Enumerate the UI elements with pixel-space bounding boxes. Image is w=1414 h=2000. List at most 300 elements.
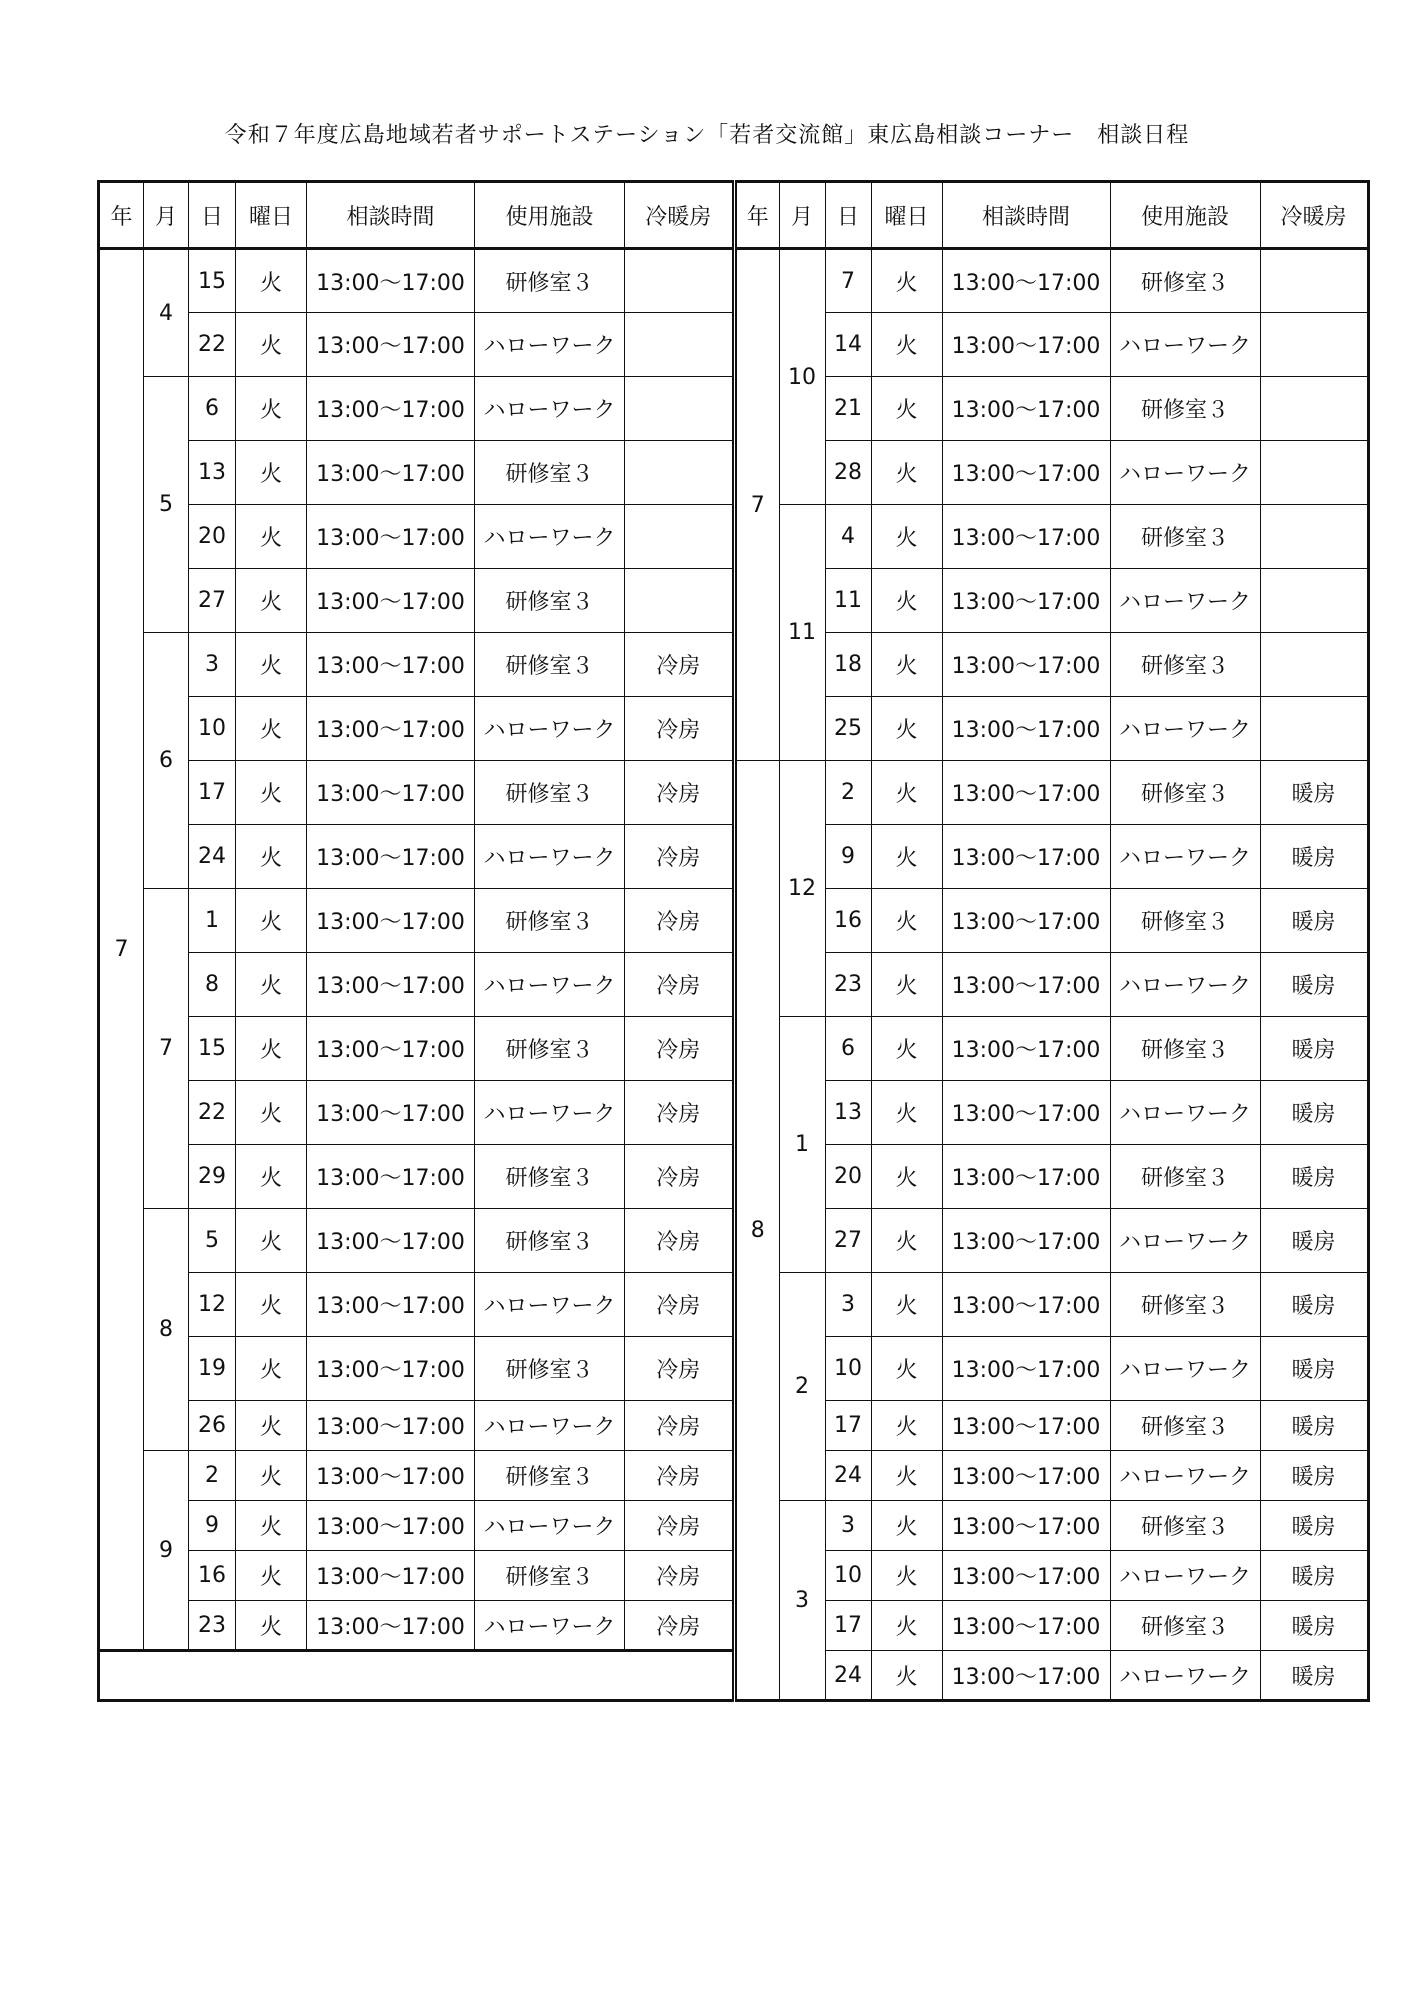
schedule-body-left — [99, 249, 733, 1701]
weekday-cell: 火 — [236, 1337, 307, 1401]
weekday-cell: 火 — [871, 313, 942, 377]
weekday-cell: 火 — [236, 1017, 307, 1081]
table-row — [736, 889, 1368, 953]
weekday-cell: 火 — [236, 761, 307, 825]
day-cell: 7 — [825, 249, 871, 313]
table-row — [736, 1145, 1368, 1209]
facility-cell: 研修室３ — [475, 1145, 625, 1209]
day-cell: 19 — [189, 1337, 236, 1401]
header-year: 年 — [99, 182, 144, 249]
blank-row — [99, 1651, 733, 1701]
day-cell: 22 — [189, 313, 236, 377]
weekday-cell: 火 — [236, 1451, 307, 1501]
month-cell: 5 — [144, 377, 189, 633]
time-cell: 13:00～17:00 — [307, 1401, 475, 1451]
table-row — [99, 1145, 733, 1209]
day-cell: 16 — [189, 1551, 236, 1601]
facility-cell: ハローワーク — [475, 1501, 625, 1551]
time-cell: 13:00～17:00 — [307, 1273, 475, 1337]
facility-cell: ハローワーク — [1110, 697, 1260, 761]
time-cell: 13:00～17:00 — [942, 953, 1110, 1017]
time-cell: 13:00～17:00 — [307, 569, 475, 633]
time-cell: 13:00～17:00 — [942, 825, 1110, 889]
weekday-cell: 火 — [236, 1081, 307, 1145]
table-row — [99, 825, 733, 889]
day-cell: 5 — [189, 1209, 236, 1273]
time-cell: 13:00～17:00 — [307, 1145, 475, 1209]
weekday-cell: 火 — [871, 1081, 942, 1145]
header-aircon: 冷暖房 — [625, 182, 733, 249]
day-cell: 1 — [189, 889, 236, 953]
time-cell: 13:00～17:00 — [942, 249, 1110, 313]
facility-cell: 研修室３ — [475, 633, 625, 697]
weekday-cell: 火 — [236, 1145, 307, 1209]
table-row — [736, 1209, 1368, 1273]
time-cell: 13:00～17:00 — [942, 1145, 1110, 1209]
day-cell: 15 — [189, 1017, 236, 1081]
aircon-cell: 暖房 — [1260, 1551, 1368, 1601]
aircon-cell — [625, 569, 733, 633]
header-aircon: 冷暖房 — [1260, 182, 1368, 249]
facility-cell: 研修室３ — [475, 889, 625, 953]
aircon-cell: 冷房 — [625, 1337, 733, 1401]
aircon-cell — [1260, 633, 1368, 697]
time-cell: 13:00～17:00 — [942, 761, 1110, 825]
facility-cell: ハローワーク — [475, 953, 625, 1017]
table-row — [99, 1209, 733, 1273]
weekday-cell: 火 — [871, 569, 942, 633]
header-day: 日 — [189, 182, 236, 249]
day-cell: 26 — [189, 1401, 236, 1451]
weekday-cell: 火 — [236, 1209, 307, 1273]
facility-cell: ハローワーク — [475, 505, 625, 569]
facility-cell: 研修室３ — [475, 1017, 625, 1081]
facility-cell: 研修室３ — [1110, 889, 1260, 953]
facility-cell: ハローワーク — [1110, 825, 1260, 889]
aircon-cell — [625, 505, 733, 569]
day-cell: 24 — [189, 825, 236, 889]
table-row — [736, 377, 1368, 441]
time-cell: 13:00～17:00 — [942, 1601, 1110, 1651]
table-row — [736, 1017, 1368, 1081]
weekday-cell: 火 — [236, 1601, 307, 1651]
facility-cell: ハローワーク — [1110, 1651, 1260, 1701]
day-cell: 20 — [825, 1145, 871, 1209]
month-cell: 4 — [144, 249, 189, 377]
time-cell: 13:00～17:00 — [307, 633, 475, 697]
aircon-cell — [625, 249, 733, 313]
facility-cell: 研修室３ — [1110, 1501, 1260, 1551]
weekday-cell: 火 — [236, 505, 307, 569]
aircon-cell: 暖房 — [1260, 761, 1368, 825]
facility-cell: 研修室３ — [475, 1551, 625, 1601]
table-row — [99, 1017, 733, 1081]
aircon-cell: 冷房 — [625, 1601, 733, 1651]
time-cell: 13:00～17:00 — [307, 441, 475, 505]
time-cell: 13:00～17:00 — [942, 505, 1110, 569]
facility-cell: ハローワーク — [1110, 569, 1260, 633]
table-row — [736, 1651, 1368, 1701]
facility-cell: 研修室３ — [1110, 1145, 1260, 1209]
day-cell: 22 — [189, 1081, 236, 1145]
table-row — [99, 761, 733, 825]
facility-cell: 研修室３ — [475, 1209, 625, 1273]
time-cell: 13:00～17:00 — [307, 889, 475, 953]
table-row — [736, 1601, 1368, 1651]
day-cell: 3 — [825, 1501, 871, 1551]
day-cell: 11 — [825, 569, 871, 633]
table-row — [736, 633, 1368, 697]
aircon-cell: 冷房 — [625, 825, 733, 889]
table-row — [99, 1273, 733, 1337]
header-month: 月 — [144, 182, 189, 249]
time-cell: 13:00～17:00 — [942, 1273, 1110, 1337]
facility-cell: 研修室３ — [475, 1451, 625, 1501]
weekday-cell: 火 — [871, 1601, 942, 1651]
aircon-cell: 冷房 — [625, 761, 733, 825]
header-time: 相談時間 — [307, 182, 475, 249]
time-cell: 13:00～17:00 — [942, 441, 1110, 505]
table-row — [99, 1081, 733, 1145]
header-row — [736, 182, 1368, 249]
time-cell: 13:00～17:00 — [942, 377, 1110, 441]
table-row — [99, 633, 733, 697]
table-row — [99, 1401, 733, 1451]
day-cell: 29 — [189, 1145, 236, 1209]
facility-cell: 研修室３ — [1110, 1601, 1260, 1651]
table-row — [736, 313, 1368, 377]
day-cell: 2 — [825, 761, 871, 825]
aircon-cell — [1260, 377, 1368, 441]
table-row — [736, 249, 1368, 313]
aircon-cell: 暖房 — [1260, 1651, 1368, 1701]
day-cell: 25 — [825, 697, 871, 761]
aircon-cell: 暖房 — [1260, 1451, 1368, 1501]
time-cell: 13:00～17:00 — [307, 1451, 475, 1501]
aircon-cell — [625, 313, 733, 377]
day-cell: 3 — [825, 1273, 871, 1337]
table-row — [736, 1337, 1368, 1401]
aircon-cell — [1260, 441, 1368, 505]
weekday-cell: 火 — [236, 889, 307, 953]
day-cell: 13 — [189, 441, 236, 505]
table-row — [736, 825, 1368, 889]
time-cell: 13:00～17:00 — [307, 697, 475, 761]
weekday-cell: 火 — [871, 889, 942, 953]
facility-cell: 研修室３ — [475, 569, 625, 633]
day-cell: 15 — [189, 249, 236, 313]
weekday-cell: 火 — [871, 1651, 942, 1701]
aircon-cell: 暖房 — [1260, 1081, 1368, 1145]
month-cell: 7 — [144, 889, 189, 1209]
table-row — [736, 1081, 1368, 1145]
time-cell: 13:00～17:00 — [942, 633, 1110, 697]
table-row — [99, 1337, 733, 1401]
facility-cell: 研修室３ — [1110, 1017, 1260, 1081]
time-cell: 13:00～17:00 — [307, 505, 475, 569]
facility-cell: ハローワーク — [475, 1273, 625, 1337]
time-cell: 13:00～17:00 — [307, 1501, 475, 1551]
time-cell: 13:00～17:00 — [307, 377, 475, 441]
aircon-cell — [1260, 697, 1368, 761]
table-row — [99, 313, 733, 377]
day-cell: 2 — [189, 1451, 236, 1501]
aircon-cell: 暖房 — [1260, 1017, 1368, 1081]
time-cell: 13:00～17:00 — [942, 1081, 1110, 1145]
aircon-cell: 暖房 — [1260, 1273, 1368, 1337]
weekday-cell: 火 — [236, 313, 307, 377]
facility-cell: 研修室３ — [1110, 1273, 1260, 1337]
weekday-cell: 火 — [236, 441, 307, 505]
aircon-cell: 暖房 — [1260, 825, 1368, 889]
facility-cell: 研修室３ — [475, 249, 625, 313]
table-row — [99, 889, 733, 953]
weekday-cell: 火 — [236, 249, 307, 313]
weekday-cell: 火 — [871, 377, 942, 441]
table-row — [736, 505, 1368, 569]
month-cell: 6 — [144, 633, 189, 889]
day-cell: 10 — [825, 1337, 871, 1401]
weekday-cell: 火 — [871, 505, 942, 569]
aircon-cell — [1260, 249, 1368, 313]
facility-cell: ハローワーク — [475, 377, 625, 441]
time-cell: 13:00～17:00 — [942, 889, 1110, 953]
weekday-cell: 火 — [236, 1551, 307, 1601]
weekday-cell: 火 — [871, 761, 942, 825]
day-cell: 8 — [189, 953, 236, 1017]
facility-cell: 研修室３ — [475, 1337, 625, 1401]
day-cell: 16 — [825, 889, 871, 953]
header-month: 月 — [779, 182, 825, 249]
aircon-cell: 冷房 — [625, 1451, 733, 1501]
table-row — [736, 1451, 1368, 1501]
facility-cell: 研修室３ — [475, 761, 625, 825]
weekday-cell: 火 — [871, 825, 942, 889]
time-cell: 13:00～17:00 — [942, 697, 1110, 761]
day-cell: 27 — [825, 1209, 871, 1273]
weekday-cell: 火 — [871, 1401, 942, 1451]
weekday-cell: 火 — [236, 377, 307, 441]
weekday-cell: 火 — [236, 1273, 307, 1337]
day-cell: 13 — [825, 1081, 871, 1145]
aircon-cell: 冷房 — [625, 1017, 733, 1081]
facility-cell: ハローワーク — [475, 1081, 625, 1145]
table-row — [99, 569, 733, 633]
day-cell: 23 — [825, 953, 871, 1017]
weekday-cell: 火 — [236, 697, 307, 761]
aircon-cell — [1260, 313, 1368, 377]
facility-cell: 研修室３ — [1110, 761, 1260, 825]
aircon-cell: 冷房 — [625, 953, 733, 1017]
table-row — [99, 1601, 733, 1651]
aircon-cell: 冷房 — [625, 889, 733, 953]
day-cell: 10 — [189, 697, 236, 761]
month-cell: 3 — [779, 1501, 825, 1701]
table-row — [736, 569, 1368, 633]
facility-cell: ハローワーク — [1110, 313, 1260, 377]
weekday-cell: 火 — [871, 1337, 942, 1401]
year-cell: 7 — [99, 249, 144, 1651]
facility-cell: ハローワーク — [475, 697, 625, 761]
day-cell: 17 — [189, 761, 236, 825]
aircon-cell — [1260, 569, 1368, 633]
facility-cell: ハローワーク — [475, 1601, 625, 1651]
day-cell: 4 — [825, 505, 871, 569]
header-year: 年 — [736, 182, 779, 249]
facility-cell: 研修室３ — [1110, 505, 1260, 569]
weekday-cell: 火 — [871, 633, 942, 697]
day-cell: 27 — [189, 569, 236, 633]
time-cell: 13:00～17:00 — [942, 1501, 1110, 1551]
aircon-cell: 冷房 — [625, 697, 733, 761]
time-cell: 13:00～17:00 — [942, 1451, 1110, 1501]
facility-cell: ハローワーク — [475, 313, 625, 377]
table-row — [99, 1501, 733, 1551]
aircon-cell: 暖房 — [1260, 1145, 1368, 1209]
weekday-cell: 火 — [871, 249, 942, 313]
day-cell: 6 — [825, 1017, 871, 1081]
table-row — [99, 1551, 733, 1601]
facility-cell: ハローワーク — [1110, 1209, 1260, 1273]
schedule-table-right — [735, 180, 1370, 1702]
time-cell: 13:00～17:00 — [942, 1401, 1110, 1451]
table-row — [736, 1501, 1368, 1551]
table-row — [99, 697, 733, 761]
facility-cell: ハローワーク — [1110, 1081, 1260, 1145]
weekday-cell: 火 — [236, 633, 307, 697]
time-cell: 13:00～17:00 — [942, 1017, 1110, 1081]
day-cell: 12 — [189, 1273, 236, 1337]
month-cell: 2 — [779, 1273, 825, 1501]
facility-cell: 研修室３ — [1110, 249, 1260, 313]
table-row — [99, 505, 733, 569]
aircon-cell: 冷房 — [625, 1401, 733, 1451]
aircon-cell: 冷房 — [625, 1501, 733, 1551]
facility-cell: ハローワーク — [475, 825, 625, 889]
header-row — [99, 182, 733, 249]
table-row — [99, 1451, 733, 1501]
weekday-cell: 火 — [871, 1145, 942, 1209]
weekday-cell: 火 — [236, 569, 307, 633]
header-time: 相談時間 — [942, 182, 1110, 249]
page-title: 令和７年度広島地域若者サポートステーション「若者交流館」東広島相談コーナー 相談日程 — [224, 123, 1190, 148]
aircon-cell — [625, 377, 733, 441]
aircon-cell: 暖房 — [1260, 1601, 1368, 1651]
time-cell: 13:00～17:00 — [942, 313, 1110, 377]
time-cell: 13:00～17:00 — [942, 1551, 1110, 1601]
table-row — [736, 953, 1368, 1017]
day-cell: 18 — [825, 633, 871, 697]
header-day: 日 — [825, 182, 871, 249]
facility-cell: ハローワーク — [475, 1401, 625, 1451]
time-cell: 13:00～17:00 — [942, 569, 1110, 633]
blank-cell — [99, 1651, 733, 1701]
schedule-body-right — [736, 249, 1368, 1701]
aircon-cell: 暖房 — [1260, 1401, 1368, 1451]
facility-cell: ハローワーク — [1110, 1451, 1260, 1501]
facility-cell: 研修室３ — [1110, 633, 1260, 697]
aircon-cell: 冷房 — [625, 1273, 733, 1337]
time-cell: 13:00～17:00 — [307, 761, 475, 825]
time-cell: 13:00～17:00 — [307, 313, 475, 377]
month-cell: 10 — [779, 249, 825, 505]
day-cell: 24 — [825, 1651, 871, 1701]
time-cell: 13:00～17:00 — [307, 1209, 475, 1273]
table-row — [736, 1273, 1368, 1337]
time-cell: 13:00～17:00 — [307, 825, 475, 889]
table-row — [736, 1551, 1368, 1601]
day-cell: 17 — [825, 1401, 871, 1451]
table-row — [736, 1401, 1368, 1451]
facility-cell: ハローワーク — [1110, 953, 1260, 1017]
header-facility: 使用施設 — [475, 182, 625, 249]
year-cell: 8 — [736, 761, 779, 1701]
weekday-cell: 火 — [236, 1401, 307, 1451]
day-cell: 24 — [825, 1451, 871, 1501]
aircon-cell: 暖房 — [1260, 953, 1368, 1017]
weekday-cell: 火 — [871, 1551, 942, 1601]
aircon-cell: 冷房 — [625, 1145, 733, 1209]
weekday-cell: 火 — [871, 697, 942, 761]
day-cell: 9 — [825, 825, 871, 889]
aircon-cell: 冷房 — [625, 1209, 733, 1273]
facility-cell: ハローワーク — [1110, 1337, 1260, 1401]
facility-cell: ハローワーク — [1110, 1551, 1260, 1601]
aircon-cell: 暖房 — [1260, 1501, 1368, 1551]
aircon-cell: 暖房 — [1260, 1209, 1368, 1273]
month-cell: 1 — [779, 1017, 825, 1273]
month-cell: 8 — [144, 1209, 189, 1451]
aircon-cell: 暖房 — [1260, 1337, 1368, 1401]
day-cell: 9 — [189, 1501, 236, 1551]
header-facility: 使用施設 — [1110, 182, 1260, 249]
time-cell: 13:00～17:00 — [307, 249, 475, 313]
time-cell: 13:00～17:00 — [942, 1651, 1110, 1701]
header-weekday: 曜日 — [236, 182, 307, 249]
time-cell: 13:00～17:00 — [942, 1337, 1110, 1401]
time-cell: 13:00～17:00 — [307, 1017, 475, 1081]
time-cell: 13:00～17:00 — [307, 1551, 475, 1601]
aircon-cell — [1260, 505, 1368, 569]
day-cell: 28 — [825, 441, 871, 505]
table-row — [736, 761, 1368, 825]
month-cell: 11 — [779, 505, 825, 761]
facility-cell: 研修室３ — [1110, 377, 1260, 441]
day-cell: 10 — [825, 1551, 871, 1601]
table-row — [99, 377, 733, 441]
time-cell: 13:00～17:00 — [307, 953, 475, 1017]
facility-cell: 研修室３ — [475, 441, 625, 505]
weekday-cell: 火 — [236, 825, 307, 889]
weekday-cell: 火 — [871, 1209, 942, 1273]
day-cell: 14 — [825, 313, 871, 377]
weekday-cell: 火 — [871, 1451, 942, 1501]
aircon-cell — [625, 441, 733, 505]
table-row — [736, 441, 1368, 505]
time-cell: 13:00～17:00 — [307, 1337, 475, 1401]
weekday-cell: 火 — [871, 1501, 942, 1551]
schedule-table-left — [97, 180, 734, 1702]
month-cell: 9 — [144, 1451, 189, 1651]
table-row — [736, 697, 1368, 761]
weekday-cell: 火 — [871, 1017, 942, 1081]
aircon-cell: 暖房 — [1260, 889, 1368, 953]
weekday-cell: 火 — [871, 441, 942, 505]
year-cell: 7 — [736, 249, 779, 761]
aircon-cell: 冷房 — [625, 1081, 733, 1145]
facility-cell: 研修室３ — [1110, 1401, 1260, 1451]
weekday-cell: 火 — [236, 953, 307, 1017]
